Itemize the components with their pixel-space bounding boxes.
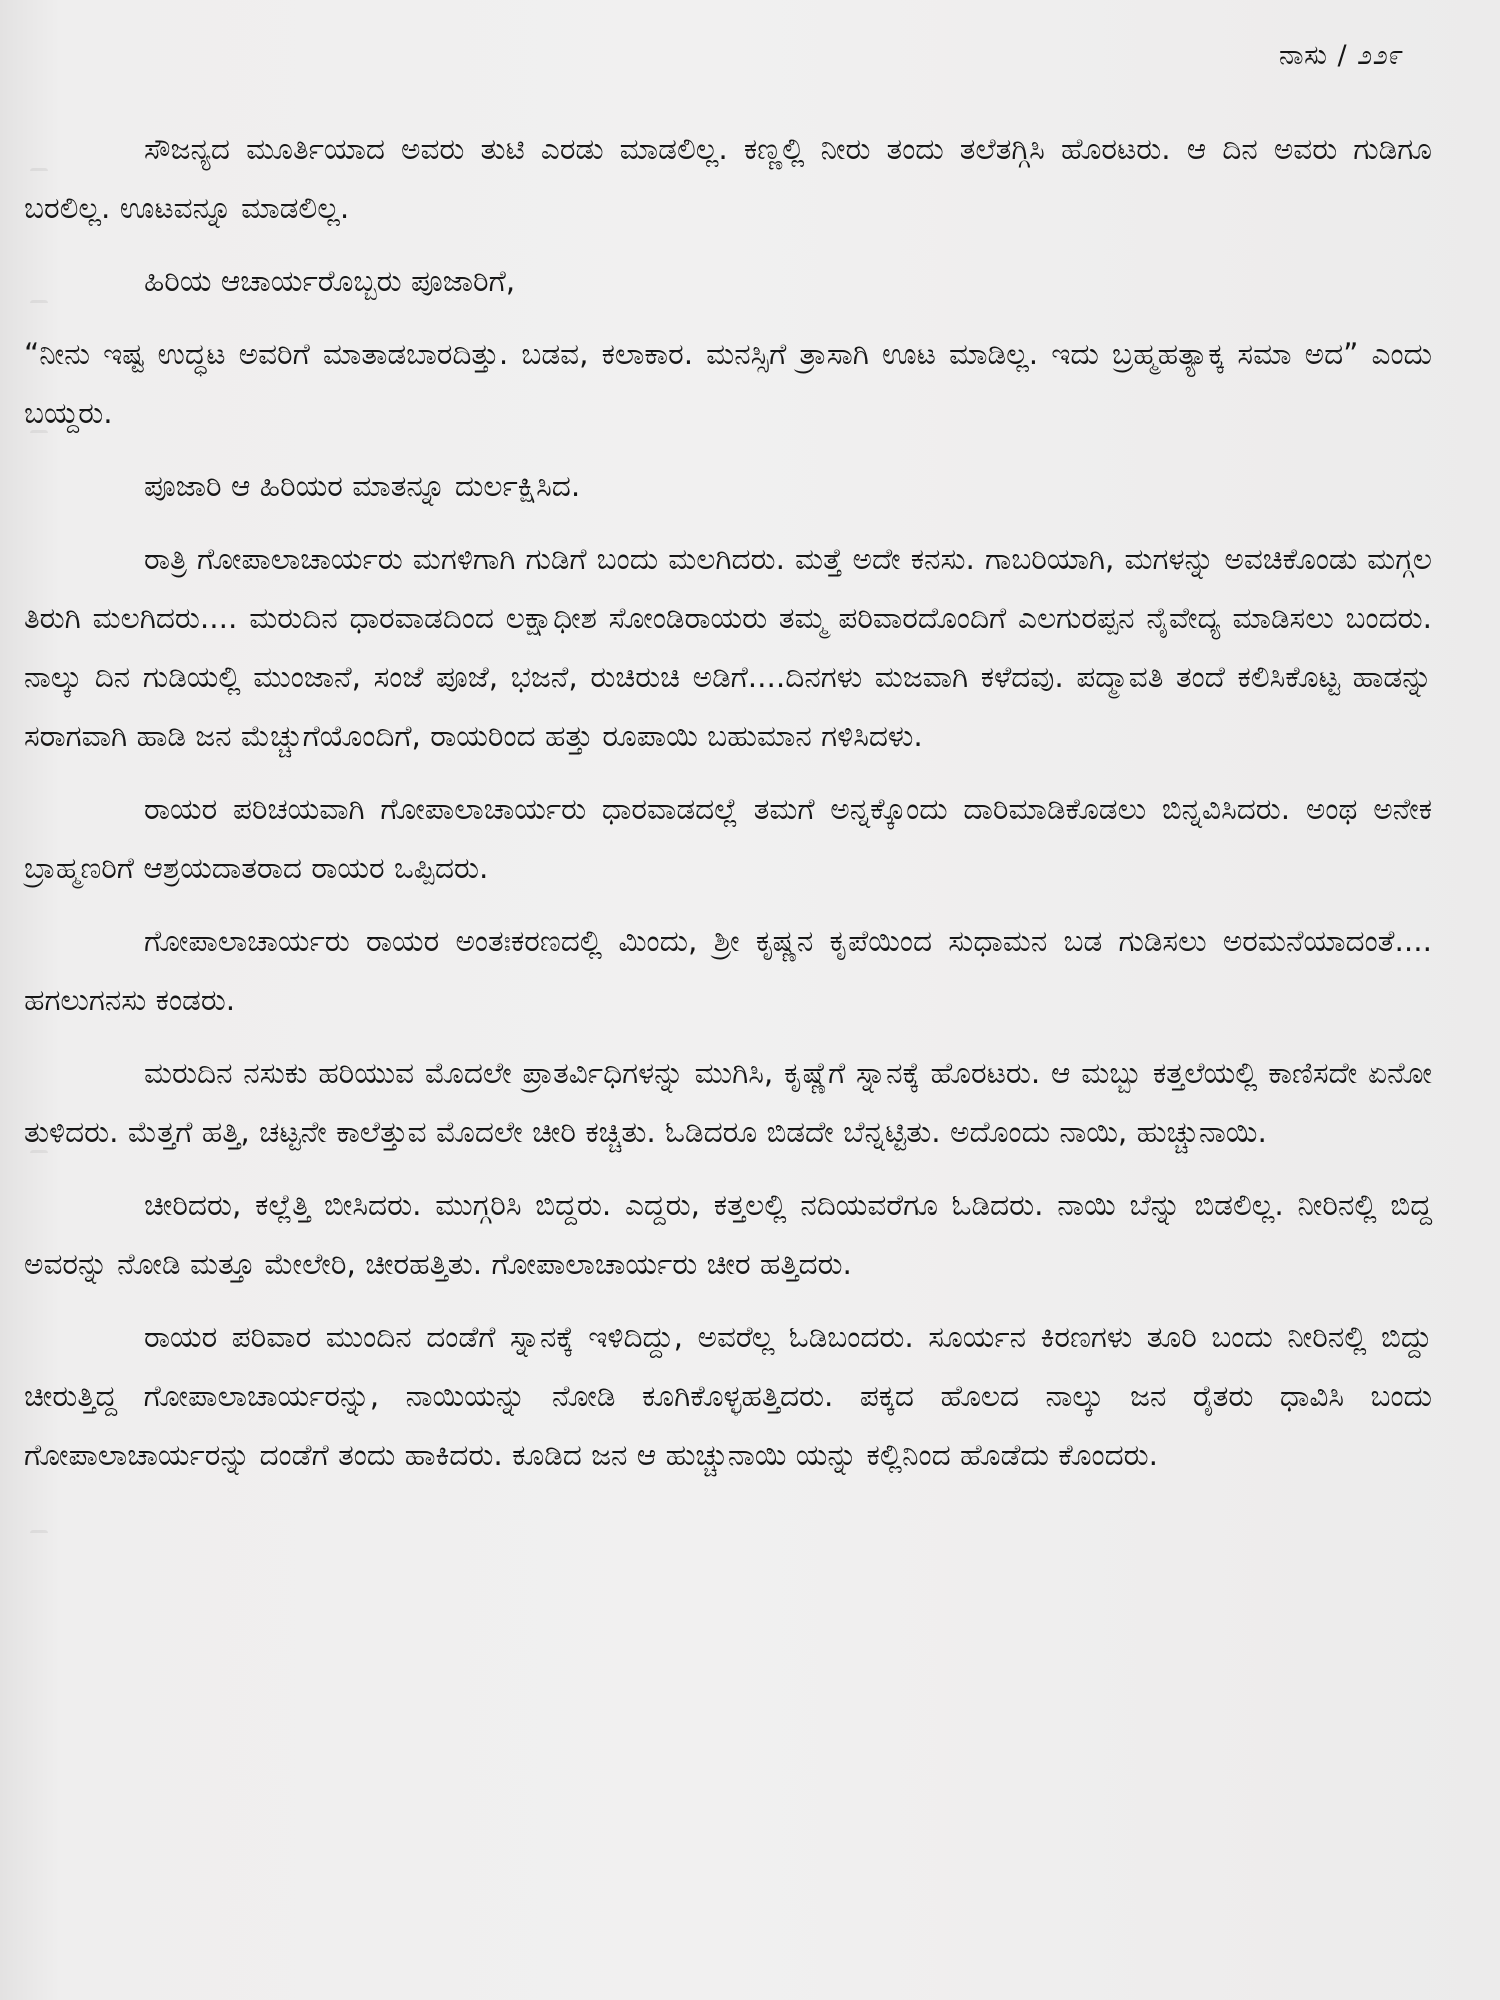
paragraph: ಗೋಪಾಲಾಚಾರ್ಯರು ರಾಯರ ಅಂತಃಕರಣದಲ್ಲಿ ಮಿಂದು, ಶ್ರೀ ಕೃಷ್ಣನ ಕೃಪೆಯಿಂದ ಸುಧಾಮನ ಬಡ ಗುಡಿಸಲು ಅರಮನೆಯಾದಂತೆ.... ಹಗಲುಗನಸು ಕಂಡರು. — [24, 924, 1432, 1017]
paragraph: ಚೀರಿದರು, ಕಲ್ಲೆತ್ತಿ ಬೀಸಿದರು. ಮುಗ್ಗರಿಸಿ ಬಿದ್ದರು. ಎದ್ದರು, ಕತ್ತಲಲ್ಲಿ ನದಿಯವರೆಗೂ ಓಡಿದರು. ನಾಯಿ ಬೆನ್ನು ಬಿಡಲಿಲ್ಲ. ನೀರಿನಲ್ಲಿ ಬಿದ್ದ ಅವರನ್ನು ನೋಡಿ ಮತ್ತೂ ಮೇಲೇರಿ, ಚೀರಹತ್ತಿತು. ಗೋಪಾಲಾಚಾರ್ಯರು ಚೀರ ಹತ್ತಿದರು. — [24, 1188, 1432, 1281]
bleed-through-mark — [30, 1530, 48, 1543]
paragraph: ಪೂಜಾರಿ ಆ ಹಿರಿಯರ ಮಾತನ್ನೂ ದುರ್ಲಕ್ಷಿಸಿದ. — [144, 469, 581, 503]
page-body — [24, 120, 1432, 1499]
paragraph: ರಾತ್ರಿ ಗೋಪಾಲಾಚಾರ್ಯರು ಮಗಳಿಗಾಗಿ ಗುಡಿಗೆ ಬಂದು ಮಲಗಿದರು. ಮತ್ತೆ ಅದೇ ಕನಸು. ಗಾಬರಿಯಾಗಿ, ಮಗಳನ್ನು ಅವಚಿಕೊಂಡು ಮಗ್ಗಲ ತಿರುಗಿ ಮಲಗಿದರು.... ಮರುದಿನ ಧಾರವಾಡದಿಂದ ಲಕ್ಷಾಧೀಶ ಸೋಂಡಿರಾಯರು ತಮ್ಮ ಪರಿವಾರದೊಂದಿಗೆ ಎಲಗುರಪ್ಪನ ನೈವೇದ್ಯ ಮಾಡಿಸಲು ಬಂದರು. ನಾಲ್ಕು ದಿನ ಗುಡಿಯಲ್ಲಿ ಮುಂಜಾನೆ, ಸಂಜೆ ಪೂಜೆ, ಭಜನೆ, ರುಚಿರುಚಿ ಅಡಿಗೆ....ದಿನಗಳು ಮಜವಾಗಿ ಕಳೆದವು. ಪದ್ಮಾವತಿ ತಂದೆ ಕಲಿಸಿಕೊಟ್ಟ ಹಾಡನ್ನು ಸರಾಗವಾಗಿ ಹಾಡಿ ಜನ ಮೆಚ್ಚುಗೆಯೊಂದಿಗೆ, ರಾಯರಿಂದ ಹತ್ತು ರೂಪಾಯಿ ಬಹುಮಾನ ಗಳಿಸಿದಳು. — [24, 542, 1432, 753]
page-number: ೨೨೯ — [1357, 40, 1404, 71]
paragraph: ಮರುದಿನ ನಸುಕು ಹರಿಯುವ ಮೊದಲೇ ಪ್ರಾತರ್ವಿಧಿಗಳನ್ನು ಮುಗಿಸಿ, ಕೃಷ್ಣೆಗೆ ಸ್ನಾನಕ್ಕೆ ಹೊರಟರು. ಆ ಮಬ್ಬು ಕತ್ತಲೆಯಲ್ಲಿ ಕಾಣಿಸದೇ ಏನೋ ತುಳಿದರು. ಮೆತ್ತಗೆ ಹತ್ತಿ, ಚಟ್ಟನೇ ಕಾಲೆತ್ತುವ ಮೊದಲೇ ಚೀರಿ ಕಚ್ಚಿತು. ಓಡಿದರೂ ಬಿಡದೇ ಬೆನ್ನಟ್ಟಿತು. ಅದೊಂದು ನಾಯಿ, ಹುಚ್ಚುನಾಯಿ. — [24, 1056, 1432, 1149]
paragraph: ಹಿರಿಯ ಆಚಾರ್ಯರೊಬ್ಬರು ಪೂಜಾರಿಗೆ, — [144, 264, 516, 298]
paragraph: “ನೀನು ಇಷ್ಟ ಉದ್ಧಟ ಅವರಿಗೆ ಮಾತಾಡಬಾರದಿತ್ತು. ಬಡವ, ಕಲಾಕಾರ. ಮನಸ್ಸಿಗೆ ತ್ರಾಸಾಗಿ ಊಟ ಮಾಡಿಲ್ಲ. ಇದು ಬ್ರಹ್ಮಹತ್ಯಾಕ್ಕ ಸಮಾ ಅದ” ಎಂದು ಬಯ್ದರು. — [24, 337, 1432, 430]
running-header-separator: / — [1337, 40, 1348, 71]
paragraph: ಸೌಜನ್ಯದ ಮೂರ್ತಿಯಾದ ಅವರು ತುಟಿ ಎರಡು ಮಾಡಲಿಲ್ಲ. ಕಣ್ಣಲ್ಲಿ ನೀರು ತಂದು ತಲೆತಗ್ಗಿಸಿ ಹೊರಟರು. ಆ ದಿನ ಅವರು ಗುಡಿಗೂ ಬರಲಿಲ್ಲ. ಊಟವನ್ನೂ ಮಾಡಲಿಲ್ಲ. — [24, 132, 1432, 225]
running-header-title: ನಾಸು — [1279, 40, 1328, 71]
running-header — [1279, 40, 1404, 72]
paragraph: ರಾಯರ ಪರಿವಾರ ಮುಂದಿನ ದಂಡೆಗೆ ಸ್ನಾನಕ್ಕೆ ಇಳಿದಿದ್ದು, ಅವರೆಲ್ಲ ಓಡಿಬಂದರು. ಸೂರ್ಯನ ಕಿರಣಗಳು ತೂರಿ ಬಂದು ನೀರಿನಲ್ಲಿ ಬಿದ್ದು ಚೀರುತ್ತಿದ್ದ ಗೋಪಾಲಾಚಾರ್ಯರನ್ನು, ನಾಯಿಯನ್ನು ನೋಡಿ ಕೂಗಿಕೊಳ್ಳಹತ್ತಿದರು. ಪಕ್ಕದ ಹೊಲದ ನಾಲ್ಕು ಜನ ರೈತರು ಧಾವಿಸಿ ಬಂದು ಗೋಪಾಲಾಚಾರ್ಯರನ್ನು ದಂಡೆಗೆ ತಂದು ಹಾಕಿದರು. ಕೂಡಿದ ಜನ ಆ ಹುಚ್ಚುನಾಯಿ ಯನ್ನು ಕಲ್ಲಿನಿಂದ ಹೊಡೆದು ಕೊಂದರು. — [24, 1320, 1432, 1472]
paragraph: ರಾಯರ ಪರಿಚಯವಾಗಿ ಗೋಪಾಲಾಚಾರ್ಯರು ಧಾರವಾಡದಲ್ಲೆ ತಮಗೆ ಅನ್ನಕ್ಕೊಂದು ದಾರಿಮಾಡಿಕೊಡಲು ಬಿನ್ನವಿಸಿದರು. ಅಂಥ ಅನೇಕ ಬ್ರಾಹ್ಮಣರಿಗೆ ಆಶ್ರಯದಾತರಾದ ರಾಯರ ಒಪ್ಪಿದರು. — [24, 792, 1432, 885]
